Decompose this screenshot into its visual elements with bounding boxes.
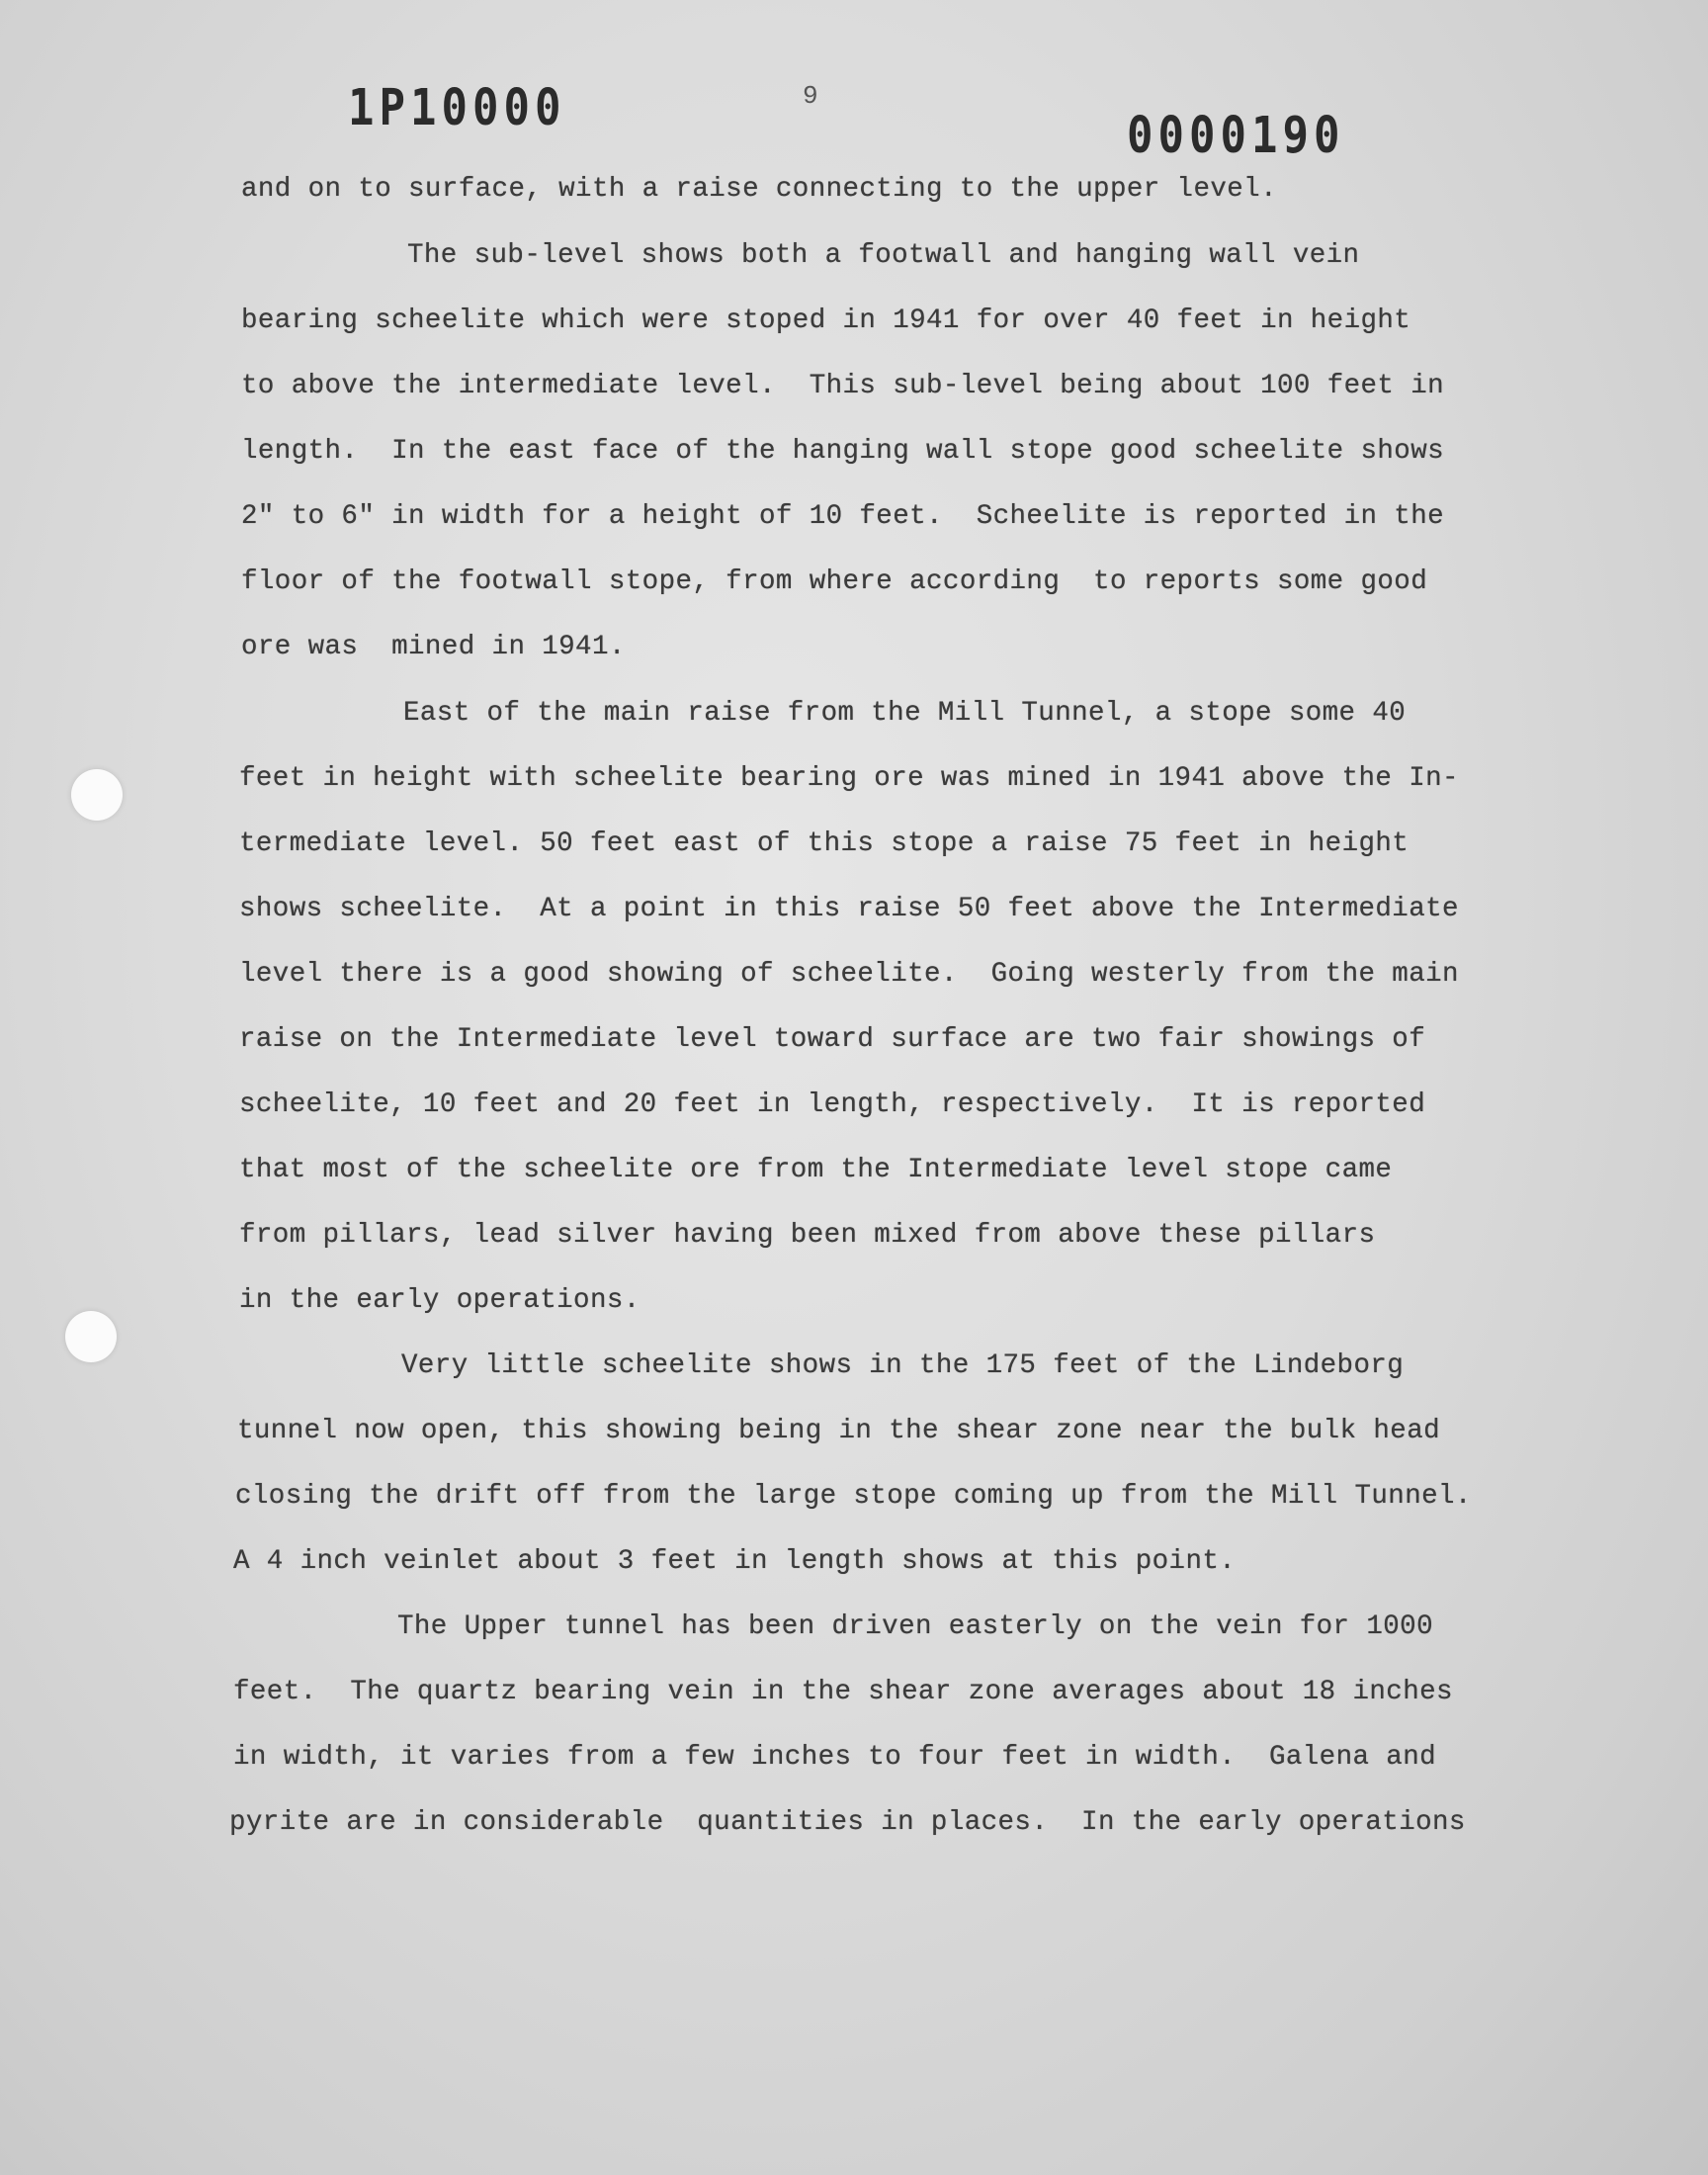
document-id-right: 0000190 [1127,107,1345,165]
text-line: and on to surface, with a raise connecting to the upper level. [241,174,1277,205]
document-id-left: 1P10000 [348,79,566,137]
page-number: 9 [803,81,818,111]
text-line: level there is a good showing of scheelite. Going westerly from the main [239,959,1459,990]
text-line: Very little scheelite shows in the 175 feet of the Lindeborg [401,1350,1405,1381]
text-line: East of the main raise from the Mill Tunnel, a stope some 40 [403,698,1407,729]
text-line: to above the intermediate level. This sub-level being about 100 feet in [241,371,1444,401]
text-line: tunnel now open, this showing being in the shear zone near the bulk head [237,1416,1440,1446]
text-line: scheelite, 10 feet and 20 feet in length, respectively. It is reported [239,1089,1426,1120]
text-line: raise on the Intermediate level toward surface are two fair showings of [239,1024,1426,1055]
text-line: floor of the footwall stope, from where according to reports some good [241,566,1428,597]
text-line: termediate level. 50 feet east of this stope a raise 75 feet in height [239,828,1409,859]
text-line: The Upper tunnel has been driven easterly on the vein for 1000 [397,1611,1433,1642]
text-line: ore was mined in 1941. [241,632,626,662]
text-line: bearing scheelite which were stoped in 1941 for over 40 feet in height [241,305,1411,336]
text-line: The sub-level shows both a footwall and hanging wall vein [407,240,1360,271]
text-line: in width, it varies from a few inches to four feet in width. Galena and [233,1742,1436,1773]
text-line: pyrite are in considerable quantities in places. In the early operations [229,1807,1466,1838]
text-line: 2" to 6" in width for a height of 10 feet. Scheelite is reported in the [241,501,1444,532]
text-line: feet in height with scheelite bearing ore was mined in 1941 above the In- [239,763,1459,794]
text-line: length. In the east face of the hanging wall stope good scheelite shows [241,436,1444,467]
text-line: feet. The quartz bearing vein in the shear zone averages about 18 inches [233,1677,1453,1707]
text-line: from pillars, lead silver having been mixed from above these pillars [239,1220,1376,1251]
text-line: that most of the scheelite ore from the Intermediate level stope came [239,1155,1393,1185]
text-line: shows scheelite. At a point in this raise 50 feet above the Intermediate [239,894,1459,924]
text-line: in the early operations. [239,1285,640,1316]
text-line: closing the drift off from the large stope coming up from the Mill Tunnel. [235,1481,1472,1512]
text-line: A 4 inch veinlet about 3 feet in length shows at this point. [233,1546,1237,1577]
